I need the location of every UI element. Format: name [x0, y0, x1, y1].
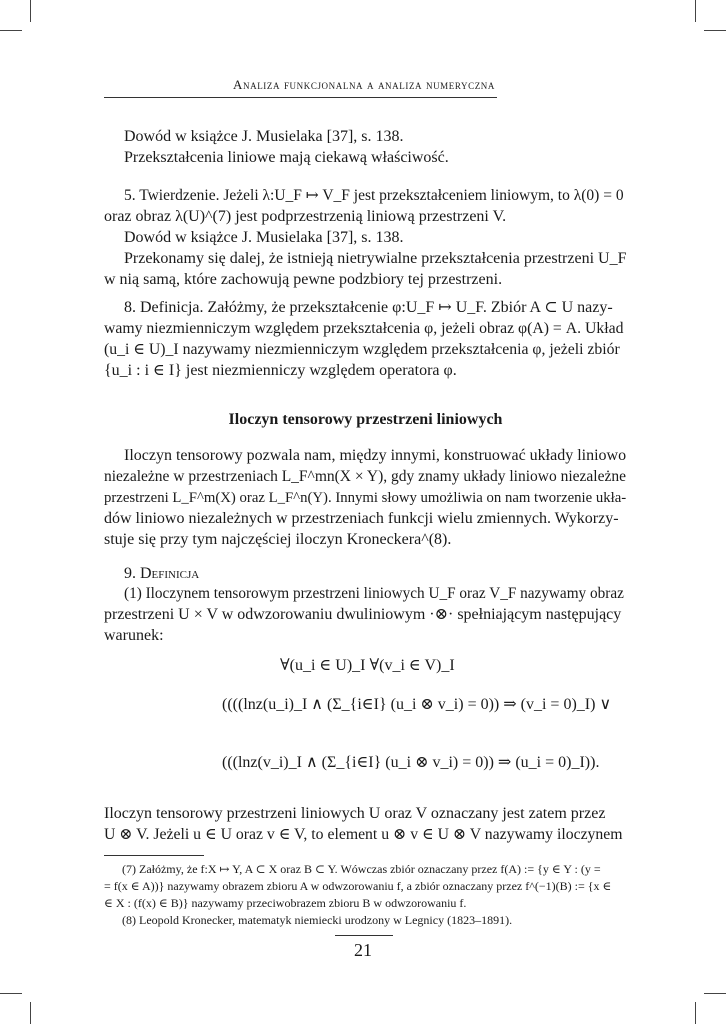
paragraph-line: Przekształcenia liniowe mają ciekawą właściwość. [124, 149, 449, 166]
proof-reference-1: Dowód w książce J. Musielaka [37], s. 138. [124, 128, 404, 145]
formula-quantifiers: ∀(u_i ∈ U)_I ∀(v_i ∈ V)_I [280, 657, 455, 674]
crop-mark-top-left-h [0, 30, 22, 31]
definition-9-line-1: (1) Iloczynem tensorowym przestrzeni liniowych U_F oraz V_F nazywamy obraz [124, 585, 624, 602]
crop-mark-top-right [695, 0, 696, 22]
definition-9-title: 9. Definicja [124, 565, 200, 582]
section-heading: Iloczyn tensorowy przestrzeni liniowych [228, 411, 503, 428]
paragraph-line: dów liniowo niezależnych w przestrzeniach funkcji wielu zmiennych. Wykorzy- [104, 510, 619, 527]
crop-mark-bottom-left-h [0, 993, 22, 994]
paragraph-line: niezależne w przestrzeniach L_F^mn(X × Y), gdy znamy układy liniowo niezależne [104, 468, 627, 485]
definition-8-line-1: 8. Definicja. Załóżmy, że przekształcenie φ:U_F ↦ U_F. Zbiór A ⊂ U nazy- [124, 299, 613, 316]
footnote-rule [104, 855, 204, 856]
formula-condition-2: (((lnz(v_i)_I ∧ (Σ_{i∈I} (u_i ⊗ v_i) = 0)) ⇒ (u_i = 0)_I)). [222, 754, 600, 771]
definition-8-line-4: {u_i : i ∈ I} jest niezmienniczy względem operatora φ. [104, 362, 457, 379]
paragraph-line: Iloczyn tensorowy przestrzeni liniowych U oraz V oznaczany jest zatem przez [104, 805, 606, 822]
paragraph-line: w nią samą, które zachowują pewne podzbiory tej przestrzeni. [104, 271, 503, 288]
crop-mark-top-left [30, 0, 31, 22]
formula-condition-1: ((((lnz(u_i)_I ∧ (Σ_{i∈I} (u_i ⊗ v_i) = 0)) ⇒ (v_i = 0)_I) ∨ [222, 696, 612, 713]
page-number: 21 [354, 940, 372, 960]
running-header: Analiza funkcjonalna a analiza numeryczna [233, 77, 495, 92]
crop-mark-bottom-left [30, 1002, 31, 1024]
footnote-7-line-3: ∈ X : (f(x) ∈ B)} nazywamy przeciwobrazem zbioru B w odwzorowaniu f. [104, 896, 467, 910]
paragraph-line: przestrzeni L_F^m(X) oraz L_F^n(Y). Innymi słowy umożliwia on nam tworzenie ukła- [104, 490, 627, 506]
crop-mark-bottom-right [695, 1002, 696, 1024]
definition-9-line-3: warunek: [104, 627, 164, 644]
footnote-7-line-2: = f(x ∈ A))} nazywamy obrazem zbioru A w odwzorowaniu f, a zbiór oznaczany przez f^(−1)(B) := {x ∈ [104, 879, 612, 893]
paragraph-line: Iloczyn tensorowy pozwala nam, między innymi, konstruować układy liniowo [124, 447, 627, 464]
paragraph-line: U ⊗ V. Jeżeli u ∈ U oraz v ∈ V, to element u ⊗ v ∈ U ⊗ V nazywamy iloczynem [104, 826, 623, 843]
definition-8-line-3: (u_i ∈ U)_I nazywamy niezmienniczym względem przekształcenia φ, jeżeli zbiór [104, 341, 620, 358]
header-rule [104, 97, 497, 98]
definition-9-line-2: przestrzeni U × V w odwzorowaniu dwuliniowym ·⊗· spełniającym następujący [104, 606, 622, 623]
footnote-8: (8) Leopold Kronecker, matematyk niemiecki urodzony w Legnicy (1823–1891). [122, 913, 513, 927]
theorem-5-line-2: oraz obraz λ(U)^(7) jest podprzestrzenią liniową przestrzeni V. [104, 208, 507, 225]
theorem-5-line-1: 5. Twierdzenie. Jeżeli λ:U_F ↦ V_F jest przekształceniem liniowym, to λ(0) = 0 [124, 187, 624, 204]
definition-8-line-2: wamy niezmienniczym względem przekształcenia φ, jeżeli obraz φ(A) = A. Układ [104, 320, 624, 337]
proof-reference-2: Dowód w książce J. Musielaka [37], s. 138. [124, 229, 404, 246]
paragraph-line: stuje się przy tym najczęściej iloczyn Kroneckera^(8). [104, 531, 452, 548]
paragraph-line: Przekonamy się dalej, że istnieją nietrywialne przekształcenia przestrzeni U_F [124, 250, 627, 267]
crop-mark-top-right-h [704, 30, 726, 31]
footnote-7-line-1: (7) Załóżmy, że f:X ↦ Y, A ⊂ X oraz B ⊂ Y. Wówczas zbiór oznaczany przez f(A) := {y ∈ Y : (y = [122, 862, 601, 876]
page-number-rule [335, 935, 393, 936]
crop-mark-bottom-right-h [704, 993, 726, 994]
